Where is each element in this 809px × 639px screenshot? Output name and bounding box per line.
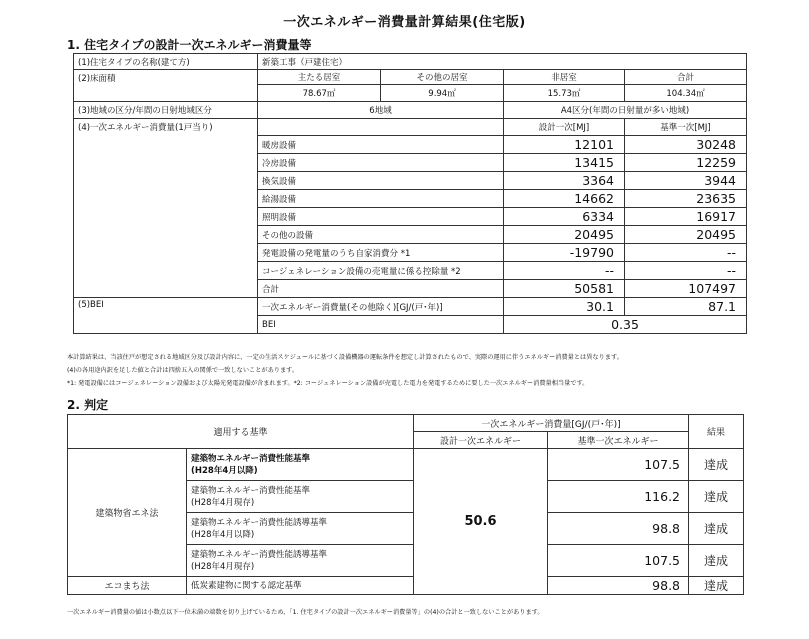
- hot-water-base: 23635: [625, 190, 747, 208]
- ventilation-label: 換気設備: [258, 172, 504, 190]
- energy-label: (4)一次エネルギー消費量(1戸当り): [74, 119, 258, 298]
- base-energy-row-1: 107.5: [548, 449, 689, 481]
- floor-value-total: 104.34㎡: [625, 85, 747, 102]
- base-energy-header: 基準一次エネルギー: [548, 432, 689, 449]
- floor-header-nonliving: 非居室: [504, 70, 625, 85]
- standard-row-4-name: 建築物エネルギー消費性能誘導基準: [191, 549, 328, 560]
- note-2: (4)の各用途内訳を足した値と合計は四捨五入の関係で一致しないことがあります。: [67, 367, 299, 374]
- other-equipment-label: その他の設備: [258, 226, 504, 244]
- hot-water-design: 14662: [504, 190, 625, 208]
- floor-area-label: (2)床面積: [74, 70, 258, 102]
- cooling-label: 冷房設備: [258, 154, 504, 172]
- design-energy-table: [73, 53, 747, 334]
- bei-value: 0.35: [504, 316, 747, 334]
- lighting-design: 6334: [504, 208, 625, 226]
- cogeneration-label: コージェネレーション設備の売電量に係る控除量 *2: [258, 262, 504, 280]
- bei-value-label: BEI: [258, 316, 504, 334]
- judgement-table: [67, 414, 744, 595]
- energy-blank-header: [258, 119, 504, 136]
- result-header: 結果: [689, 415, 744, 449]
- footer-note: 一次エネルギー消費量の値は小数点以下一位未満の端数を切り上げているため、「1. 住宅タイプの設計一次エネルギー消費量等」の(4)の合計と一致しないことがあります。: [67, 609, 544, 616]
- total-design: 50581: [504, 280, 625, 298]
- bei-energy-base: 87.1: [625, 298, 747, 316]
- section1-heading: 1. 住宅タイプの設計一次エネルギー消費量等: [67, 38, 312, 52]
- building-energy-law-label: 建築物省エネ法: [68, 449, 187, 577]
- total-base: 107497: [625, 280, 747, 298]
- standard-row-1: [187, 449, 414, 481]
- standard-row-3-period: (H28年4月以降): [191, 529, 255, 540]
- other-equipment-base: 20495: [625, 226, 747, 244]
- cogeneration-design: --: [504, 262, 625, 280]
- cogeneration-base: --: [625, 262, 747, 280]
- result-row-2: 達成: [689, 481, 744, 513]
- standard-header: 適用する基準: [68, 415, 414, 449]
- total-label: 合計: [258, 280, 504, 298]
- standard-row-1-name: 建築物エネルギー消費性能基準: [191, 453, 311, 464]
- standard-row-2-period: (H28年4月現存): [191, 497, 255, 508]
- eco-city-law-label: エコまち法: [68, 577, 187, 595]
- ventilation-base: 3944: [625, 172, 747, 190]
- floor-value-main: 78.67㎡: [258, 85, 381, 102]
- heating-design: 12101: [504, 136, 625, 154]
- standard-row-4-period: (H28年4月現存): [191, 561, 255, 572]
- result-row-4: 達成: [689, 545, 744, 577]
- floor-header-other: その他の居室: [381, 70, 504, 85]
- base-energy-row-5: 98.8: [548, 577, 689, 595]
- section2-heading: 2. 判定: [67, 398, 109, 412]
- heating-label: 暖房設備: [258, 136, 504, 154]
- ventilation-design: 3364: [504, 172, 625, 190]
- self-consumption-base: --: [625, 244, 747, 262]
- bei-energy-design: 30.1: [504, 298, 625, 316]
- report-title: 一次エネルギー消費量計算結果(住宅版): [283, 15, 526, 30]
- standard-row-3-name: 建築物エネルギー消費性能誘導基準: [191, 517, 328, 528]
- lighting-base: 16917: [625, 208, 747, 226]
- bei-label: (5)BEI: [74, 298, 258, 334]
- floor-header-total: 合計: [625, 70, 747, 85]
- region-label: (3)地域の区分/年間の日射地域区分: [74, 102, 258, 119]
- note-3: *1: 発電設備にはコージェネレーション設備および太陽光発電設備が含まれます。*2: コージェネレーション設備が売電した電力を発電するために要した一次エネルギー消費量相当量です。: [67, 380, 589, 387]
- solar-region-value: A4区分(年間の日射量が多い地域): [504, 102, 747, 119]
- floor-header-main: 主たる居室: [258, 70, 381, 85]
- design-energy-value: 50.6: [414, 449, 548, 595]
- result-row-5: 達成: [689, 577, 744, 595]
- standard-row-3: [187, 513, 414, 545]
- self-consumption-design: -19790: [504, 244, 625, 262]
- region-value: 6地域: [258, 102, 504, 119]
- standard-row-2-name: 建築物エネルギー消費性能基準: [191, 485, 311, 496]
- standard-row-2: [187, 481, 414, 513]
- standard-row-5-name: 低炭素建物に関する認定基準: [187, 577, 414, 595]
- other-equipment-design: 20495: [504, 226, 625, 244]
- bei-energy-label: 一次エネルギー消費量(その他除く)[GJ/(戸･年)]: [258, 298, 504, 316]
- energy-header: 一次エネルギー消費量[GJ/(戸･年)]: [414, 415, 689, 432]
- standard-row-1-period: (H28年4月以降): [191, 465, 258, 476]
- floor-value-nonliving: 15.73㎡: [504, 85, 625, 102]
- design-energy-header: 設計一次エネルギー: [414, 432, 548, 449]
- standard-row-4: [187, 545, 414, 577]
- house-type-value: 新築工事（戸建住宅）: [258, 54, 747, 70]
- base-energy-row-2: 116.2: [548, 481, 689, 513]
- heating-base: 30248: [625, 136, 747, 154]
- result-row-3: 達成: [689, 513, 744, 545]
- lighting-label: 照明設備: [258, 208, 504, 226]
- base-energy-row-3: 98.8: [548, 513, 689, 545]
- base-energy-row-4: 107.5: [548, 545, 689, 577]
- cooling-base: 12259: [625, 154, 747, 172]
- house-type-label: (1)住宅タイプの名称(建て方): [74, 54, 258, 70]
- result-row-1: 達成: [689, 449, 744, 481]
- base-col-header: 基準一次[MJ]: [625, 119, 747, 136]
- design-col-header: 設計一次[MJ]: [504, 119, 625, 136]
- self-consumption-label: 発電設備の発電量のうち自家消費分 *1: [258, 244, 504, 262]
- note-1: 本計算結果は、当該住戸が想定される地域区分及び設計内容に、一定の生活スケジュールに基づく設備機器の運転条件を想定し計算されたもので、実際の運用に伴うエネルギー消費量とは異なります。: [67, 354, 623, 361]
- hot-water-label: 給湯設備: [258, 190, 504, 208]
- cooling-design: 13415: [504, 154, 625, 172]
- floor-value-other: 9.94㎡: [381, 85, 504, 102]
